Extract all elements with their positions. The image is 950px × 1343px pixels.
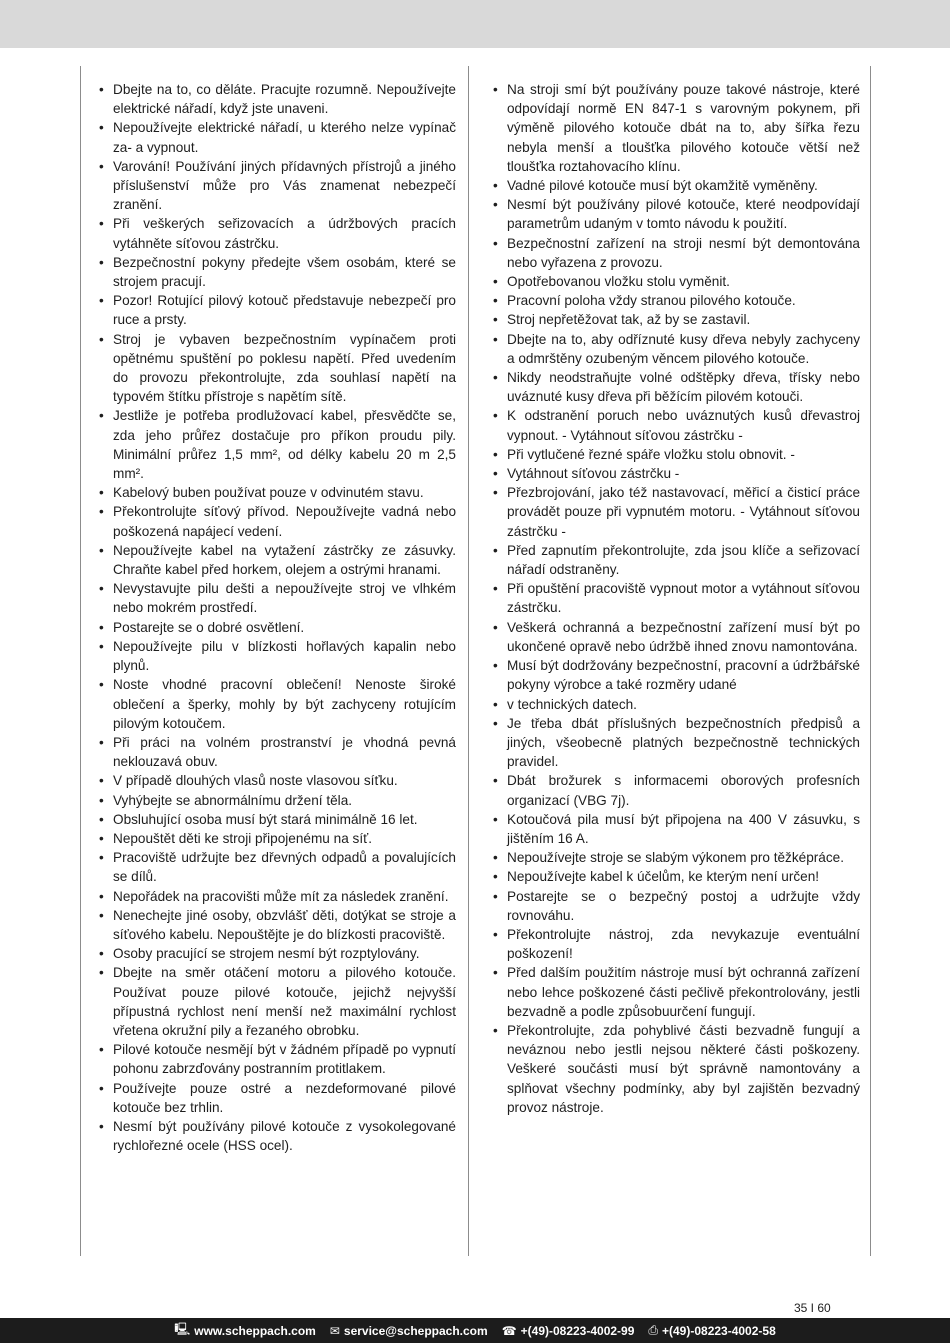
list-item: • Nevystavujte pilu dešti a nepoužívejte stroj ve vlhkém nebo mokrém prostředí.: [99, 579, 456, 617]
list-item: • Nepoužívejte kabel k účelům, ke kterým není určen!: [493, 867, 860, 886]
list-item: • Nepouštět děti ke stroji připojenému na síť.: [99, 829, 456, 848]
list-item: • Při vytlučené řezné spáře vložku stolu obnovit. -: [493, 445, 860, 464]
list-item: • Nesmí být používány pilové kotouče z vysokolegované rychlořezné ocele (HSS ocel).: [99, 1117, 456, 1155]
list-item: • Při veškerých seřizovacích a údržbových pracích vytáhněte síťovou zástrčku.: [99, 214, 456, 252]
footer-web-text: www.scheppach.com: [194, 1323, 316, 1338]
computer-icon: 🖳: [174, 1322, 191, 1336]
email-icon: ✉: [329, 1323, 340, 1338]
list-item: • Varování! Používání jiných přídavných přístrojů a jiného příslušenství může pro Vás znamenat nebezpečí zranění.: [99, 157, 456, 215]
list-item: • V případě dlouhých vlasů noste vlasovou síťku.: [99, 771, 456, 790]
list-item: • Překontrolujte nástroj, zda nevykazuje eventuální poškození!: [493, 925, 860, 963]
list-item: • Dbát brožurek s informacemi oborových profesních organizací (VBG 7j).: [493, 771, 860, 809]
list-item: • Přezbrojování, jako též nastavovací, měřicí a čisticí práce provádět pouze při vypnutém motoru. - Vytáhnout síťovou zástrčku -: [493, 483, 860, 541]
list-item: • Používejte pouze ostré a nezdeformované pilové kotouče bez trhlin.: [99, 1079, 456, 1117]
list-item: • Dbejte na to, aby odříznuté kusy dřeva nebyly zachyceny a odmrštěny ozubeným věncem pilového kotouče.: [493, 330, 860, 368]
list-item: • Pracovní poloha vždy stranou pilového kotouče.: [493, 291, 860, 310]
list-item: • Pozor! Rotující pilový kotouč představuje nebezpečí pro ruce a prsty.: [99, 291, 456, 329]
list-item: • Noste vhodné pracovní oblečení! Nenoste široké oblečení a šperky, mohly by být zachyceny rotujícím pilovým kotoučem.: [99, 675, 456, 733]
list-item: • Nepoužívejte stroje se slabým výkonem pro těžképráce.: [493, 848, 860, 867]
list-item: • Při práci na volném prostranství je vhodná pevná neklouzavá obuv.: [99, 733, 456, 771]
list-item: • Jestliže je potřeba prodlužovací kabel, přesvědčte se, zda jeho průřez dostačuje pro příkon proudu pily. Minimální průřez 1,5 mm², od délky kabelu 20 m 2,5 mm².: [99, 406, 456, 483]
footer-fax-text: +(49)-08223-4002-58: [662, 1323, 776, 1338]
list-item: • Nepoužívejte pilu v blízkosti hořlavých kapalin nebo plynů.: [99, 637, 456, 675]
list-item: • Stroj je vybaven bezpečnostním vypínačem proti opětnému spuštění po poklesu napětí. Před uvedením do provozu překontrolujte, zda souhlasí napětí na typovém štítku přístroje s napětím sítě.: [99, 330, 456, 407]
footer-bar: [0, 1318, 950, 1343]
list-item: • Musí být dodržovány bezpečnostní, pracovní a údržbářské pokyny výrobce a také rozměry udané: [493, 656, 860, 694]
list-item: • Dbejte na směr otáčení motoru a pilového kotouče. Používat pouze pilové kotouče, jejichž nejvyšší přípustná rychlost není menší než maximální rychlost vřetena okružní pily a řezaného obrobku.: [99, 963, 456, 1040]
footer-phone: [502, 1324, 635, 1338]
fax-icon: ⎙: [648, 1323, 658, 1337]
list-item: • Před dalším použitím nástroje musí být ochranná zařízení nebo lehce poškozené části pečlivě překontrolovány, jestli bezvadně a podle způsobuurčení fungují.: [493, 963, 860, 1021]
list-item: • Obsluhující osoba musí být stará minimálně 16 let.: [99, 810, 456, 829]
right-column: [468, 66, 871, 1256]
header-bar: [0, 0, 950, 48]
footer-web[interactable]: [174, 1320, 316, 1341]
list-item: • Při opuštění pracoviště vypnout motor a vytáhnout síťovou zástrčku.: [493, 579, 860, 617]
list-item: • Osoby pracující se strojem nesmí být rozptylovány.: [99, 944, 456, 963]
list-item: • Opotřebovanou vložku stolu vyměnit.: [493, 272, 860, 291]
list-item: • Překontrolujte síťový přívod. Nepoužívejte vadná nebo poškozená napájecí vedení.: [99, 502, 456, 540]
footer-email-text: service@scheppach.com: [343, 1323, 488, 1338]
safety-list-right: [469, 66, 870, 1117]
list-item: • Kabelový buben používat pouze v odvinutém stavu.: [99, 483, 456, 502]
list-item: • Vadné pilové kotouče musí být okamžitě vyměněny.: [493, 176, 860, 195]
footer-fax: [648, 1323, 775, 1338]
left-column: [80, 66, 469, 1256]
list-item: • Před zapnutím překontrolujte, zda jsou klíče a seřizovací nářadí odstraněny.: [493, 541, 860, 579]
list-item: • Postarejte se o bezpečný postoj a udržujte vždy rovnováhu.: [493, 887, 860, 925]
list-item: • v technických datech.: [493, 695, 860, 714]
page-number: 35 I 60: [794, 1301, 831, 1315]
list-item: • Kotoučová pila musí být připojena na 400 V zásuvku, s jištěním 16 A.: [493, 810, 860, 848]
list-item: • Překontrolujte, zda pohyblivé části bezvadně fungují a neváznou nebo jestli nejsou některé části poškozeny. Veškeré součásti musí být správně namontovány a splňovat všechny podmínky, aby byl zajištěn bezvadný provoz nástroje.: [493, 1021, 860, 1117]
list-item: • Veškerá ochranná a bezpečnostní zařízení musí být po ukončené opravě nebo údržbě ihned znovu namontována.: [493, 618, 860, 656]
list-item: • Dbejte na to, co děláte. Pracujte rozumně. Nepoužívejte elektrické nářadí, když jste unaveni.: [99, 80, 456, 118]
list-item: • Pilové kotouče nesmějí být v žádném případě po vypnutí pohonu zabrzďovány postranním protitlakem.: [99, 1040, 456, 1078]
list-item: • Nesmí být používány pilové kotouče, které neodpovídají parametrům udaným v tomto návodu k použití.: [493, 195, 860, 233]
list-item: • Pracoviště udržujte bez dřevných odpadů a povalujících se dílů.: [99, 848, 456, 886]
list-item: • Vytáhnout síťovou zástrčku -: [493, 464, 860, 483]
phone-icon: ☎: [501, 1323, 517, 1338]
list-item: • Nepořádek na pracovišti může mít za následek zranění.: [99, 887, 456, 906]
list-item: • K odstranění poruch nebo uváznutých kusů dřevastroj vypnout. - Vytáhnout síťovou zástrčku -: [493, 406, 860, 444]
list-item: • Nepoužívejte kabel na vytažení zástrčky ze zásuvky. Chraňte kabel před horkem, olejem a ostrými hranami.: [99, 541, 456, 579]
list-item: • Nepoužívejte elektrické nářadí, u kterého nelze vypínač za- a vypnout.: [99, 118, 456, 156]
list-item: • Na stroji smí být používány pouze takové nástroje, které odpovídají normě EN 847-1 s varovným pokynem, při výměně pilového kotouče dbát na to, aby šířka řezu nebyla menší a tloušťka pilového kotouče větší než tloušťka roztahovacího klínu.: [493, 80, 860, 176]
list-item: • Stroj nepřetěžovat tak, až by se zastavil.: [493, 310, 860, 329]
list-item: • Bezpečnostní pokyny předejte všem osobám, které se strojem pracují.: [99, 253, 456, 291]
footer-email[interactable]: [330, 1324, 488, 1338]
list-item: • Je třeba dbát příslušných bezpečnostních předpisů a jiných, všeobecně platných bezpečnostně technických pravidel.: [493, 714, 860, 772]
safety-list-left: [81, 66, 468, 1155]
list-item: • Vyhýbejte se abnormálnímu držení těla.: [99, 791, 456, 810]
footer-phone-text: +(49)-08223-4002-99: [520, 1323, 635, 1338]
list-item: • Postarejte se o dobré osvětlení.: [99, 618, 456, 637]
list-item: • Nenechejte jiné osoby, obzvlášť děti, dotýkat se stroje a síťového kabelu. Nepouštějte je do blízkosti pracoviště.: [99, 906, 456, 944]
list-item: • Bezpečnostní zařízení na stroji nesmí být demontována nebo vyřazena z provozu.: [493, 234, 860, 272]
list-item: • Nikdy neodstraňujte volné odštěpky dřeva, třísky nebo uváznuté kusy dřeva při běžícím pilovém kotouči.: [493, 368, 860, 406]
